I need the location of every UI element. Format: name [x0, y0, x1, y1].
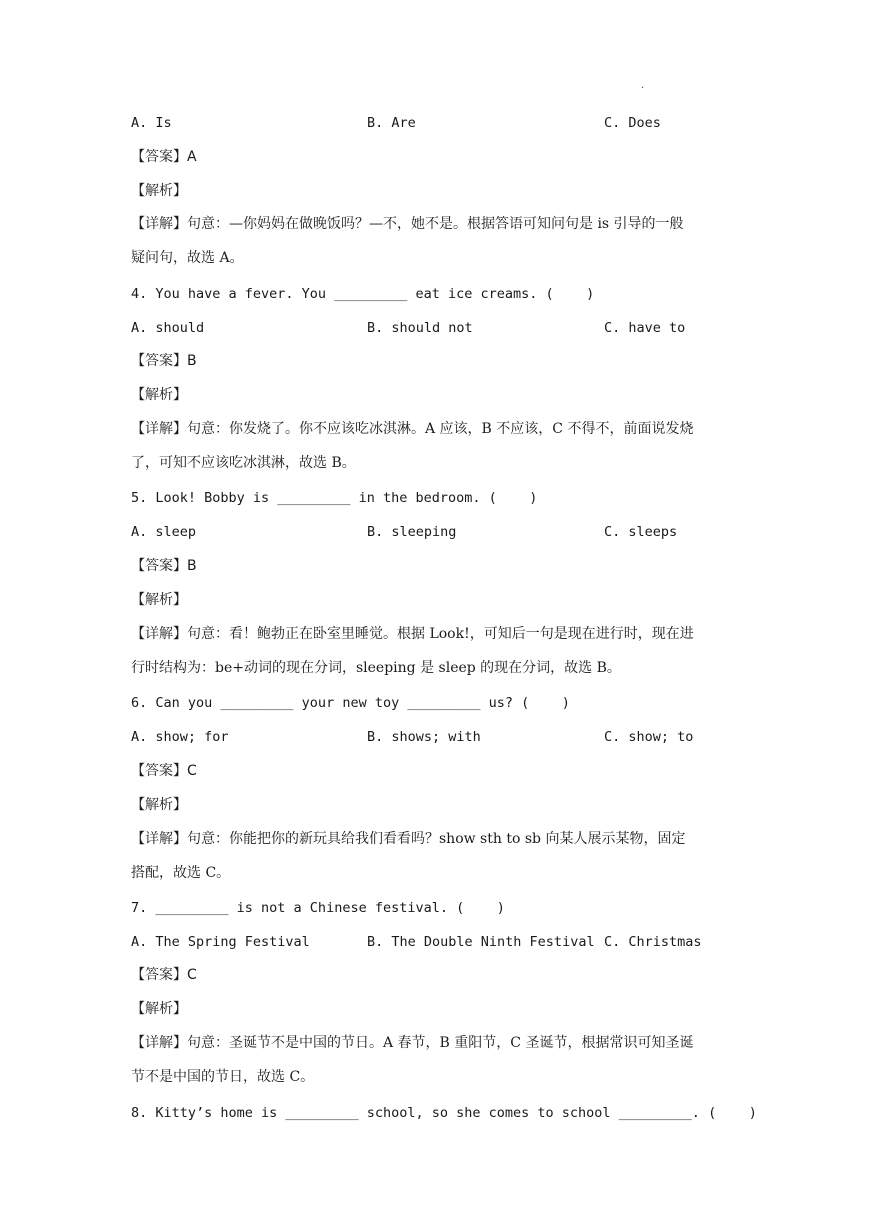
- q8-question: 8. Kitty’s home is _________ school, so she comes to school _________. ( ): [131, 1105, 757, 1121]
- q5-option-a: A. sleep: [131, 524, 197, 540]
- page-dot: .: [641, 80, 645, 91]
- q3-detail-line2: 疑问句，故选 A。: [131, 250, 244, 266]
- q3-option-b: B. Are: [367, 115, 416, 131]
- q4-answer: 【答案】B: [131, 353, 197, 369]
- q7-answer: 【答案】C: [131, 967, 197, 983]
- q5-detail-line2: 行时结构为：be+动词的现在分词，sleeping 是 sleep 的现在分词，故选 B。: [131, 660, 621, 676]
- q6-detail-line2: 搭配，故选 C。: [131, 865, 231, 881]
- q6-option-a: A. show; for: [131, 729, 229, 745]
- q7-option-b: B. The Double Ninth Festival: [367, 934, 595, 950]
- q6-analysis-label: 【解析】: [131, 797, 187, 813]
- q4-analysis-label: 【解析】: [131, 387, 187, 403]
- q6-answer: 【答案】C: [131, 763, 197, 779]
- q7-option-c: C. Christmas: [604, 934, 702, 950]
- q5-analysis-label: 【解析】: [131, 592, 187, 608]
- q5-option-c: C. sleeps: [604, 524, 678, 540]
- q6-detail-line1: 【详解】句意：你能把你的新玩具给我们看看吗？show sth to sb 向某人展示某物，固定: [131, 831, 686, 847]
- q5-detail-line1: 【详解】句意：看！鲍勃正在卧室里睡觉。根据 Look!，可知后一句是现在进行时，现在进: [131, 626, 694, 642]
- q5-answer: 【答案】B: [131, 558, 197, 574]
- q7-question: 7. _________ is not a Chinese festival. ( ): [131, 900, 505, 916]
- q4-option-c: C. have to: [604, 320, 686, 336]
- q3-detail-line1: 【详解】句意：—你妈妈在做晚饭吗？—不，她不是。根据答语可知问句是 is 引导的一般: [131, 216, 684, 232]
- q4-option-a: A. should: [131, 320, 205, 336]
- q7-detail-line2: 节不是中国的节日，故选 C。: [131, 1069, 315, 1085]
- q3-option-a: A. Is: [131, 115, 172, 131]
- q4-question: 4. You have a fever. You _________ eat ice creams. ( ): [131, 286, 595, 302]
- q5-question: 5. Look! Bobby is _________ in the bedroom. ( ): [131, 490, 538, 506]
- q7-analysis-label: 【解析】: [131, 1001, 187, 1017]
- q5-option-b: B. sleeping: [367, 524, 457, 540]
- q6-option-c: C. show; to: [604, 729, 694, 745]
- q3-option-c: C. Does: [604, 115, 661, 131]
- q4-detail-line1: 【详解】句意：你发烧了。你不应该吃冰淇淋。A 应该，B 不应该，C 不得不，前面说发烧: [131, 421, 694, 437]
- q7-detail-line1: 【详解】句意：圣诞节不是中国的节日。A 春节，B 重阳节，C 圣诞节，根据常识可知圣诞: [131, 1035, 694, 1051]
- q4-detail-line2: 了，可知不应该吃冰淇淋，故选 B。: [131, 455, 356, 471]
- q7-option-a: A. The Spring Festival: [131, 934, 310, 950]
- q3-analysis-label: 【解析】: [131, 183, 187, 199]
- q6-option-b: B. shows; with: [367, 729, 481, 745]
- q6-question: 6. Can you _________ your new toy _________ us? ( ): [131, 695, 570, 711]
- q3-answer: 【答案】A: [131, 149, 197, 165]
- q4-option-b: B. should not: [367, 320, 473, 336]
